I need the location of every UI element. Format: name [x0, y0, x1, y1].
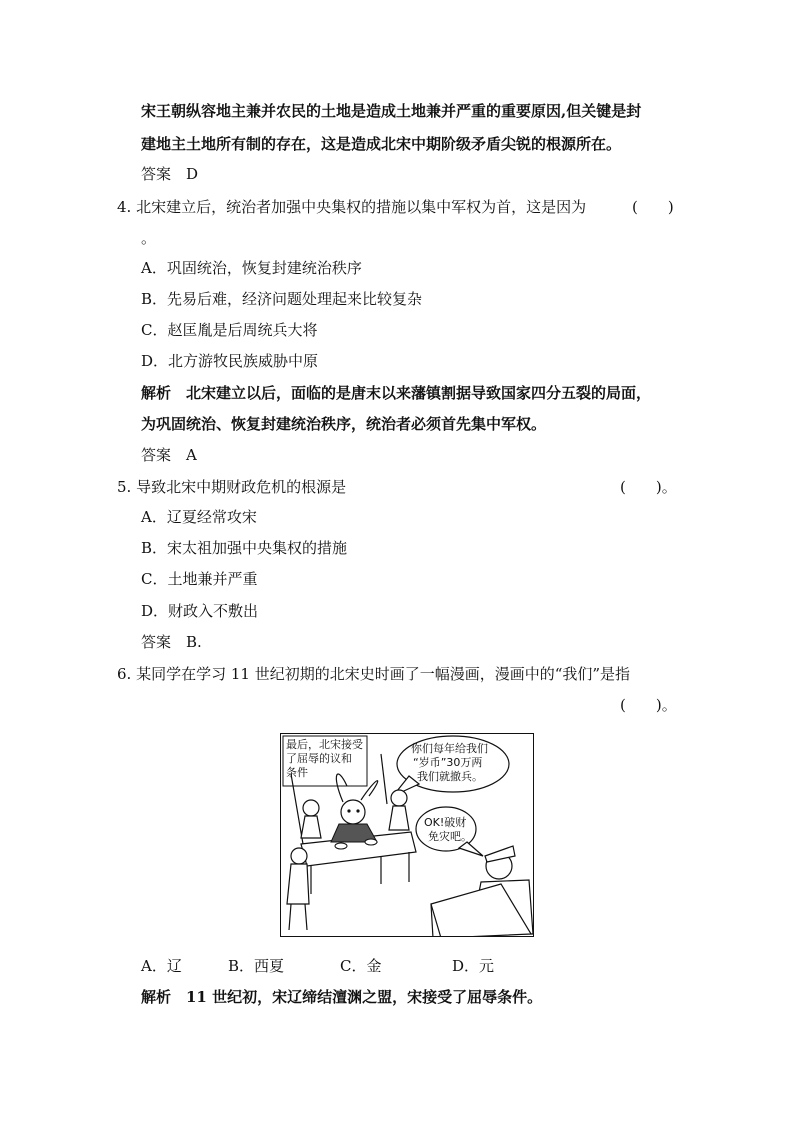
cartoon-illustration: [280, 733, 534, 937]
cartoon-bubble-2-line-1: OK!破财: [424, 816, 467, 829]
cartoon-caption-line-1: 最后，北宋接受: [286, 738, 363, 751]
q5-option-c: C．土地兼并严重: [141, 570, 258, 588]
q4-option-b: B．先易后难，经济问题处理起来比较复杂: [141, 290, 423, 308]
q6-analysis: 解析 11 世纪初，宋辽缔结澶渊之盟，宋接受了屈辱条件。: [141, 988, 543, 1006]
cartoon-bubble-2-line-2: 免灾吧。: [428, 830, 472, 843]
prev-analysis-line-2: 建地主土地所有制的存在，这是造成北宋中期阶级矛盾尖锐的根源所在。: [141, 135, 622, 153]
cartoon-bubble-1-line-1: 你们每年给我们: [411, 742, 488, 755]
q4-option-d: D．北方游牧民族威胁中原: [141, 352, 319, 370]
q4-stem-cont: 。: [141, 229, 157, 247]
q4-stem: 4. 北宋建立后，统治者加强中央集权的措施以集中军权为首，这是因为: [117, 198, 587, 216]
q6-option-b: B．西夏: [228, 957, 285, 975]
q4-option-a: A．巩固统治，恢复封建统治秩序: [141, 259, 362, 277]
q4-answer: 答案 A: [141, 446, 197, 464]
q4-option-c: C．赵匡胤是后周统兵大将: [141, 321, 318, 339]
q6-option-a: A．辽: [141, 957, 182, 975]
cartoon-bubble-1-line-3: 我们就撤兵。: [417, 770, 483, 783]
q6-answer-paren: ( )。: [620, 696, 677, 714]
cartoon-caption-line-3: 条件: [286, 766, 308, 779]
q4-answer-paren: ( ): [632, 198, 674, 216]
cartoon-caption-line-2: 了屈辱的议和: [286, 752, 352, 765]
q5-answer: 答案 B.: [141, 633, 202, 651]
q4-analysis-line-1: 解析 北宋建立以后，面临的是唐末以来藩镇割据导致国家四分五裂的局面，: [141, 384, 652, 402]
q6-option-c: C．金: [340, 957, 382, 975]
q5-option-a: A．辽夏经常攻宋: [141, 508, 257, 526]
prev-answer: 答案 D: [141, 165, 199, 183]
q5-option-d: D．财政入不敷出: [141, 602, 259, 620]
prev-analysis-line-1: 宋王朝纵容地主兼并农民的土地是造成土地兼并严重的重要原因,但关键是封: [141, 102, 642, 120]
q5-answer-paren: ( )。: [620, 478, 677, 496]
q6-option-d: D．元: [452, 957, 495, 975]
q4-analysis-line-2: 为巩固统治、恢复封建统治秩序，统治者必须首先集中军权。: [141, 415, 547, 433]
q6-stem: 6. 某同学在学习 11 世纪初期的北宋史时画了一幅漫画，漫画中的“我们”是指: [117, 665, 631, 683]
q5-stem: 5. 导致北宋中期财政危机的根源是: [117, 478, 347, 496]
q5-option-b: B．宋太祖加强中央集权的措施: [141, 539, 348, 557]
cartoon-bubble-1-line-2: “岁币”30万两: [413, 756, 483, 769]
